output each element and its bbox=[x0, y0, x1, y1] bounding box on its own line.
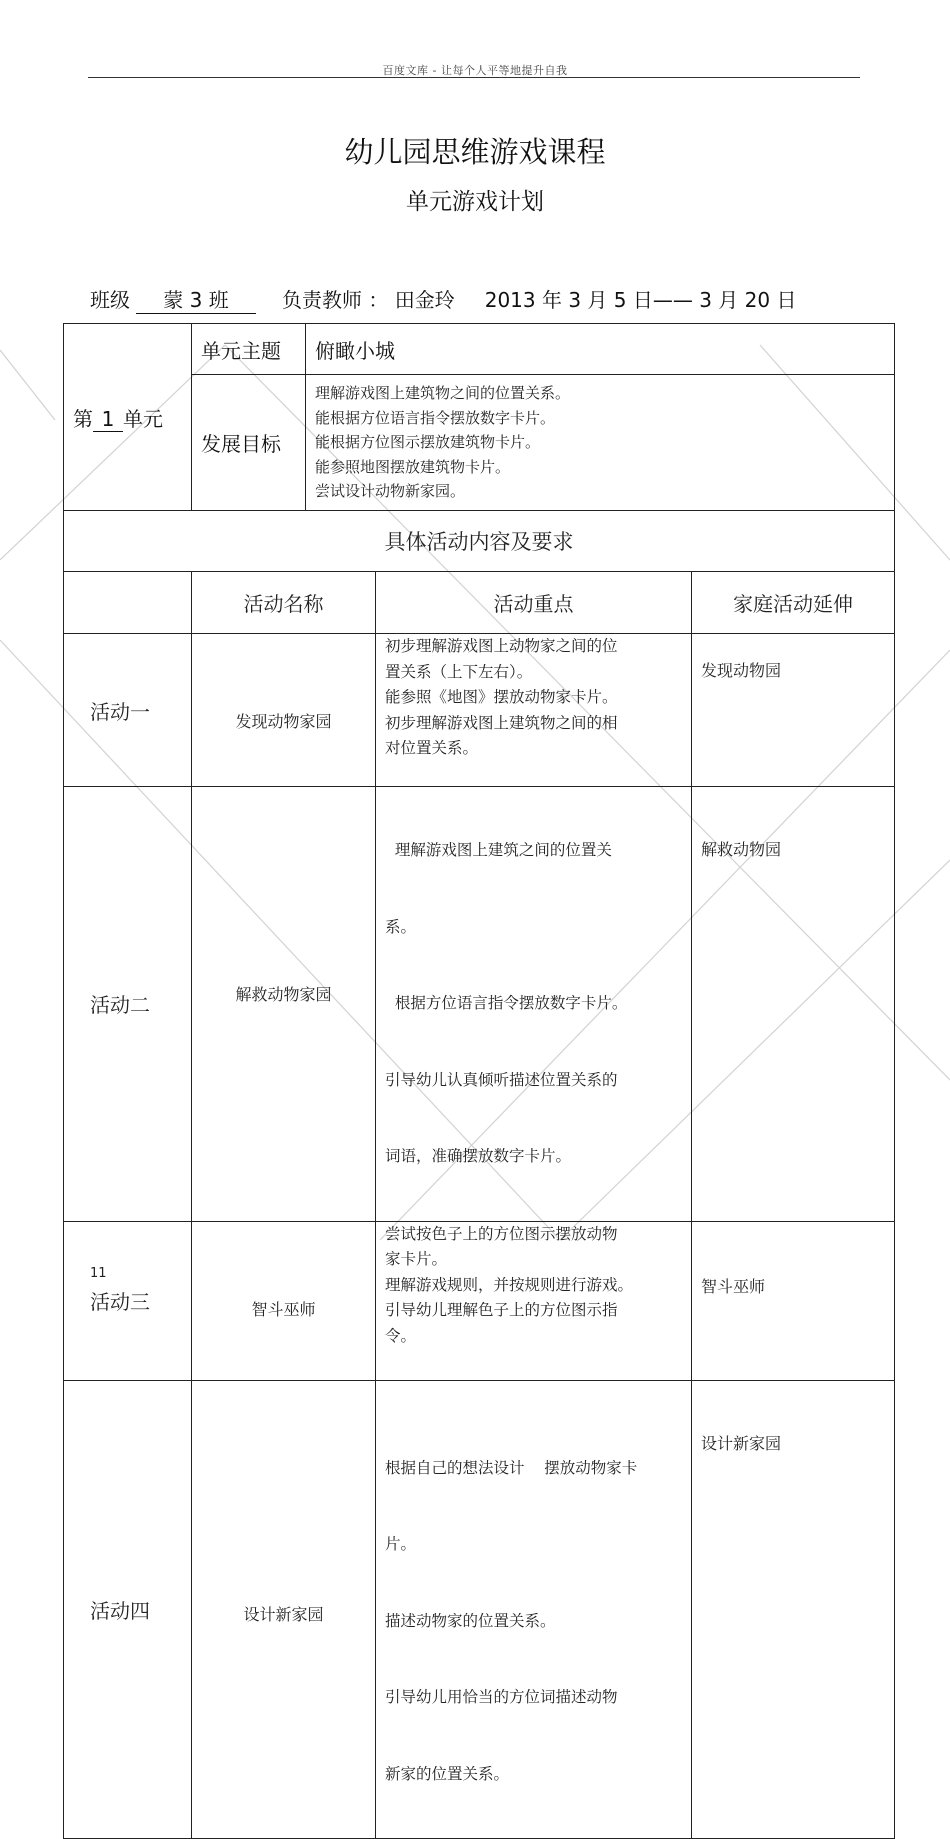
goals-label: 发展目标 bbox=[192, 375, 306, 511]
theme-value: 俯瞰小城 bbox=[306, 324, 895, 375]
focus-line: 描述动物家的位置关系。 bbox=[385, 1611, 556, 1630]
activity-extension: 智斗巫师 bbox=[692, 1221, 895, 1380]
focus-line: 词语，准确摆放数字卡片。 bbox=[385, 1147, 572, 1165]
activity-name: 智斗巫师 bbox=[192, 1221, 376, 1380]
focus-line: 初步理解游戏图上动物家之间的位 bbox=[385, 637, 618, 655]
focus-line: 家卡片。 bbox=[385, 1250, 448, 1268]
goal-item: 能参照地图摆放建筑物卡片。 bbox=[315, 457, 511, 476]
activities-section-title: 具体活动内容及要求 bbox=[64, 511, 895, 572]
focus-line: 根据自己的想法设计 摆放动物家卡 bbox=[385, 1458, 638, 1477]
activity-extension: 发现动物园 bbox=[692, 634, 895, 787]
page-header-text: 百度文库 - 让每个人平等地提升自我 bbox=[382, 64, 568, 77]
activity-label: 活动一 bbox=[64, 634, 192, 787]
activity-focus bbox=[376, 1221, 692, 1380]
table-row bbox=[64, 634, 895, 787]
activity-name: 设计新家园 bbox=[192, 1380, 376, 1839]
document-title: 幼儿园思维游戏课程 bbox=[344, 135, 606, 169]
focus-line: 系。 bbox=[385, 917, 417, 936]
focus-line: 理解游戏图上建筑之间的位置关 bbox=[385, 841, 612, 859]
activity-label: 活动四 bbox=[64, 1380, 192, 1839]
page-number: 11 bbox=[90, 1266, 107, 1281]
unit-plan-table bbox=[63, 323, 895, 1839]
goals-list bbox=[306, 375, 895, 511]
focus-line: 初步理解游戏图上建筑物之间的相 bbox=[385, 713, 618, 732]
theme-label: 单元主题 bbox=[192, 324, 306, 375]
focus-line: 根据方位语言指令摆放数字卡片。 bbox=[385, 994, 628, 1012]
unit-number: 1 bbox=[93, 407, 123, 432]
unit-prefix: 第 bbox=[73, 406, 93, 431]
column-header-extension: 家庭活动延伸 bbox=[692, 572, 895, 634]
column-header-focus: 活动重点 bbox=[376, 572, 692, 634]
focus-line: 能参照《地图》摆放动物家卡片。 bbox=[385, 688, 618, 706]
activity-name: 发现动物家园 bbox=[192, 634, 376, 787]
activity-extension: 解救动物园 bbox=[692, 787, 895, 1222]
column-header-name: 活动名称 bbox=[192, 572, 376, 634]
goal-item: 理解游戏图上建筑物之间的位置关系。 bbox=[315, 384, 571, 403]
goal-item: 尝试设计动物新家园。 bbox=[315, 482, 466, 501]
activity-name: 解救动物家园 bbox=[192, 787, 376, 1222]
focus-line: 引导幼儿用恰当的方位词描述动物 bbox=[385, 1688, 618, 1706]
activity-label: 活动三 bbox=[64, 1221, 192, 1380]
activity-focus bbox=[376, 787, 692, 1222]
header-empty-cell bbox=[64, 572, 192, 634]
table-row bbox=[64, 1221, 895, 1380]
class-label: 班级 bbox=[90, 288, 130, 312]
focus-line: 引导幼儿理解色子上的方位图示指 bbox=[385, 1301, 618, 1319]
focus-line: 尝试按色子上的方位图示摆放动物 bbox=[385, 1224, 618, 1243]
activity-label: 活动二 bbox=[64, 787, 192, 1222]
unit-suffix: 单元 bbox=[123, 406, 163, 431]
focus-line: 置关系（上下左右）。 bbox=[385, 662, 533, 681]
focus-line: 令。 bbox=[385, 1326, 417, 1345]
focus-line: 片。 bbox=[385, 1535, 417, 1553]
unit-number-cell bbox=[64, 324, 192, 511]
goal-item: 能根据方位语言指令摆放数字卡片。 bbox=[315, 408, 556, 427]
focus-line: 新家的位置关系。 bbox=[385, 1764, 510, 1783]
activity-extension: 设计新家园 bbox=[692, 1380, 895, 1839]
focus-line: 引导幼儿认真倾听描述位置关系的 bbox=[385, 1070, 618, 1089]
activity-focus bbox=[376, 634, 692, 787]
focus-line: 对位置关系。 bbox=[385, 739, 479, 757]
teacher-info: 负责教师 ： 田金玲 bbox=[282, 288, 455, 312]
goal-item: 能根据方位图示摆放建筑物卡片。 bbox=[315, 433, 541, 452]
class-value: 蒙 3 班 bbox=[136, 284, 256, 314]
info-line bbox=[90, 284, 796, 314]
document-subtitle: 单元游戏计划 bbox=[406, 189, 544, 215]
focus-line: 理解游戏规则，并按规则进行游戏。 bbox=[385, 1275, 634, 1294]
activity-focus bbox=[376, 1380, 692, 1839]
watermark-line bbox=[0, 350, 55, 420]
table-row bbox=[64, 1380, 895, 1839]
date-range: 2013 年 3 月 5 日—— 3 月 20 日 bbox=[484, 288, 797, 312]
table-row bbox=[64, 787, 895, 1222]
